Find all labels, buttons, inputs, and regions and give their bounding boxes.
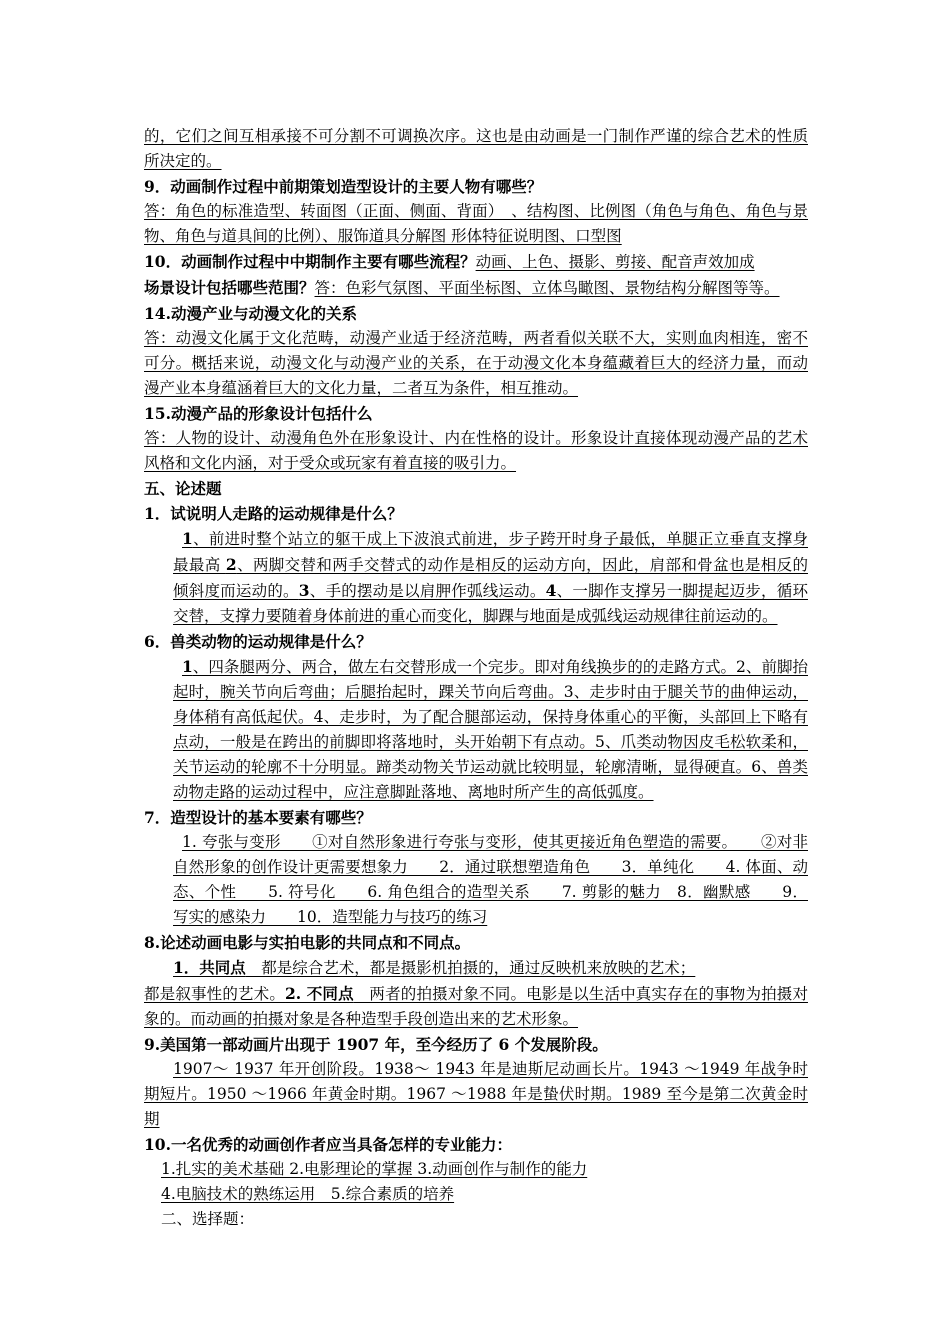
document-page [144, 124, 808, 1232]
question-9-design: 9．动画制作过程中前期策划造型设计的主要人物有哪些？ [144, 177, 543, 196]
answer-9-history: 1907～ 1937 年开创阶段。1938～ 1943 年是迪斯尼动画长片。1943 ～1949 年战争时期短片。1950 ～1966 年黄金时期。1967 ～1988 年是蛰伏时期。1989 至今是第二次黄金时期 [144, 1060, 808, 1128]
answer-6-animals: 1、四条腿两分、两合，做左右交替形成一个完步。即对角线换步的的走路方式。2、前脚抬起时，腕关节向后弯曲；后腿抬起时，踝关节向后弯曲。3、走步时由于腿关节的曲伸运动，身体稍有高低起伏。4、走步时，为了配合腿部运动，保持身体重心的平衡，头部回上下略有点动，一般是在跨出的前脚即将落地时，头开始朝下有点动。5、爪类动物因皮毛松软柔和，关节运动的轮廓不十分明显。蹄类动物关节运动就比较明显，轮廓清晰，显得硬直。6、兽类动物走路的运动过程中，应注意脚趾落地、离地时所产生的高低弧度。 [173, 657, 808, 801]
section-2-heading: 二、选择题： [161, 1210, 255, 1228]
answer-10-ability-1: 1.扎实的美术基础 2.电影理论的掌握 3.动画创作与制作的能力 [161, 1160, 588, 1178]
question-6-animals: 6．兽类动物的运动规律是什么？ [144, 632, 372, 651]
question-9-history: 9.美国第一部动画片出现于 1907 年，至今经历了 6 个发展阶段。 [144, 1035, 608, 1054]
answer-10-ability-2: 4.电脑技术的熟练运用 5.综合素质的培养 [161, 1185, 455, 1203]
question-scene-design: 场景设计包括哪些范围？答：色彩气氛图、平面坐标图、立体鸟瞰图、景物结构分解图等等。 [144, 278, 780, 297]
answer-8-film: 1．共同点 都是综合艺术，都是摄影机拍摄的，通过反映机来放映的艺术； [173, 958, 696, 977]
answer-8-film-cont: 都是叙事性的艺术。2. 不同点 两者的拍摄对象不同。电影是以生活中真实存在的事物为拍摄对象的。而动画的拍摄对象是各种造型手段创造出来的艺术形象。 [144, 984, 808, 1028]
answer-continuation: 的，它们之间互相承接不可分割不可调换次序。这也是由动画是一门制作严谨的综合艺术的性质所决定的。 [144, 127, 808, 170]
answer-14: 答：动漫文化属于文化范畴，动漫产业适于经济范畴，两者看似关联不大，实则血肉相连，密不可分。概括来说，动漫文化与动漫产业的关系，在于动漫文化本身蕴藏着巨大的经济力量，而动漫产业本身蕴涵着巨大的文化力量，二者互为条件，相互推动。 [144, 329, 808, 397]
answer-1-walking: 1、前进时整个站立的躯干成上下波浪式前进，步子跨开时身子最低，单腿正立垂直支撑身最最高 2、两脚交替和两手交替式的动作是相反的运动方向，因此，肩部和骨盆也是相反的倾斜度而运动的。3、手的摆动是以肩胛作弧线运动。4、一脚作支撑另一脚提起迈步，循环交替，支撑力要随着身体前进的重心而变化，脚踝与地面是成弧线运动规律往前运动的。 [173, 529, 808, 625]
question-10-production: 10．动画制作过程中中期制作主要有哪些流程？动画、上色、摄影、剪接、配音声效加成 [144, 252, 755, 271]
question-14: 14.动漫产业与动漫文化的关系 [144, 304, 357, 323]
answer-15: 答：人物的设计、动漫角色外在形象设计、内在性格的设计。形象设计直接体现动漫产品的艺术风格和文化内涵，对于受众或玩家有着直接的吸引力。 [144, 429, 808, 472]
answer-7-elements: 1. 夸张与变形 ①对自然形象进行夸张与变形，使其更接近角色塑造的需要。 ②对非自然形象的创作设计更需要想象力 2．通过联想塑造角色 3．单纯化 4. 体面、动态、个性 5. 符号化 6. 角色组合的造型关系 7. 剪影的魅力 8．幽默感 9．写实的感染力 10．造型能力与技巧的练习 [173, 833, 808, 926]
question-10-ability: 10.一名优秀的动画创作者应当具备怎样的专业能力： [144, 1135, 512, 1154]
question-7-elements: 7．造型设计的基本要素有哪些？ [144, 808, 372, 827]
section-5-heading: 五、论述题 [144, 479, 222, 498]
question-15: 15.动漫产品的形象设计包括什么 [144, 404, 373, 423]
answer-9-design: 答：角色的标准造型、转面图（正面、侧面、背面） 、结构图、比例图（角色与角色、角色与景物、角色与道具间的比例）、服饰道具分解图 形体特征说明图、口型图 [144, 202, 808, 245]
question-1-walking: 1．试说明人走路的运动规律是什么？ [144, 504, 403, 523]
question-8-film: 8.论述动画电影与实拍电影的共同点和不同点。 [144, 933, 471, 952]
